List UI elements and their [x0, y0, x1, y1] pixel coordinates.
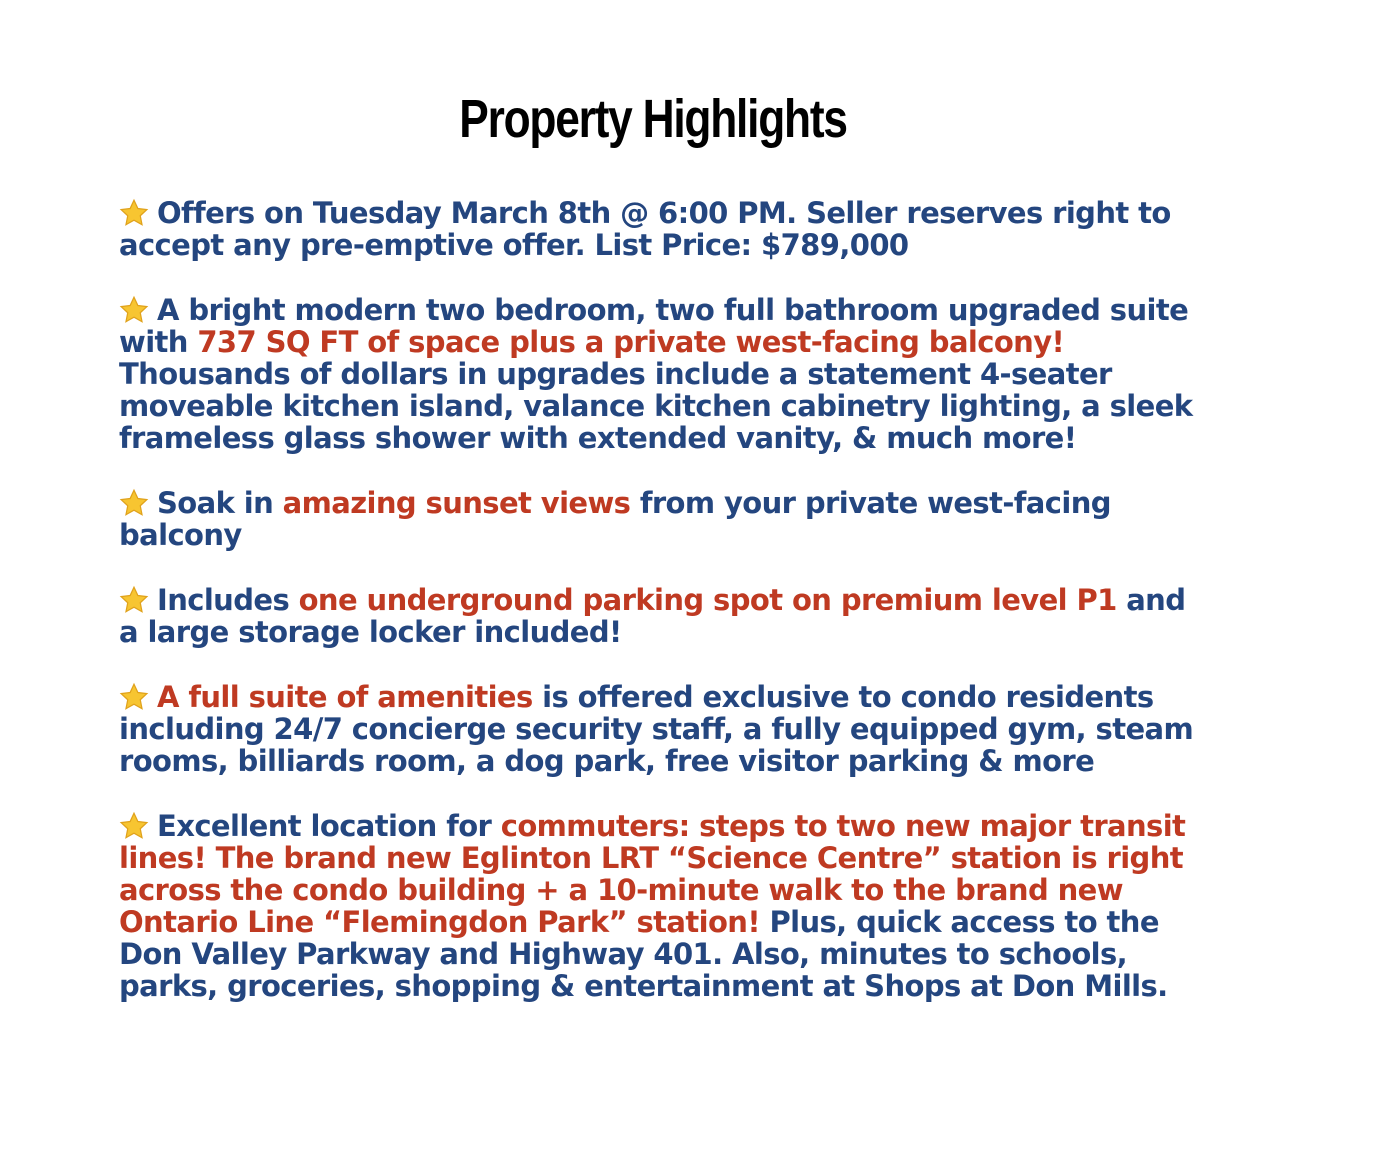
star-icon	[119, 295, 149, 325]
star-icon	[119, 811, 149, 841]
star-icon	[119, 488, 149, 518]
segment-highlight: commuters: steps to two new major transit lines! The brand new Eglinton LRT “Science Centre” station is right across the condo building + a 10-minute walk to the brand new Ontario Line “Flemingdon Park” station!	[119, 809, 1186, 939]
star-icon	[119, 198, 149, 228]
segment: Plus, quick access to the Don Valley Parkway and Highway 401. Also, minutes to schools, parks, groceries, shopping & entertainment at Shops at Don Mills.	[119, 905, 1168, 1003]
star-icon	[119, 585, 149, 615]
segment: is offered exclusive to condo residents including 24/7 concierge security staff, a fully equipped gym, steam rooms, billiards room, a dog park, free visitor parking & more	[119, 680, 1194, 778]
star-icon	[119, 682, 149, 712]
segment-highlight: A full suite of amenities	[157, 680, 533, 714]
highlight-item	[119, 487, 1204, 551]
segment: Offers on Tuesday March 8th @ 6:00 PM. Seller reserves right to accept any pre-emptive offer. List Price: $789,000	[119, 196, 1171, 262]
highlight-item	[119, 294, 1204, 454]
segment: Soak in	[157, 486, 283, 520]
highlight-item	[119, 681, 1204, 777]
segment: Excellent location for	[157, 809, 501, 843]
segment-highlight: 737 SQ FT of space plus a private west-facing balcony!	[197, 325, 1065, 359]
segment: and a large storage locker included!	[119, 583, 1186, 649]
highlight-item	[119, 810, 1204, 1002]
segment: from your private west-facing balcony	[119, 486, 1111, 552]
highlight-item	[119, 584, 1204, 648]
segment-highlight: amazing sunset views	[282, 486, 631, 520]
segment: A bright modern two bedroom, two full bathroom upgraded suite with	[119, 293, 1189, 359]
segment-highlight: one underground parking spot on premium level P1	[298, 583, 1117, 617]
page-title: Property Highlights	[459, 89, 847, 149]
segment: Thousands of dollars in upgrades include a statement 4-seater moveable kitchen island, valance kitchen cabinetry lighting, a sleek frameless glass shower with extended vanity, & much more!	[119, 357, 1193, 455]
highlights-list	[119, 197, 1204, 1037]
highlight-item	[119, 197, 1204, 261]
segment: Includes	[157, 583, 299, 617]
